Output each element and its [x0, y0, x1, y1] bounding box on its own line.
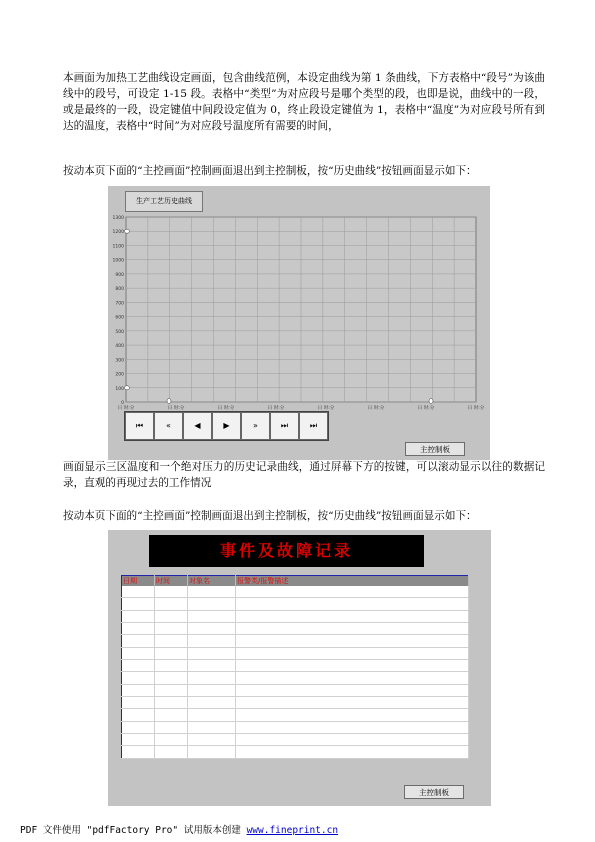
- table-cell: [122, 598, 155, 610]
- table-cell: [188, 684, 236, 696]
- table-cell: [188, 660, 236, 672]
- table-row: [122, 684, 469, 696]
- table-cell: [122, 647, 155, 659]
- table-row: [122, 635, 469, 647]
- y-tick-label: 800: [115, 287, 124, 293]
- event-table-header: [122, 576, 469, 587]
- table-cell: [236, 672, 469, 684]
- table-cell: [188, 697, 236, 709]
- x-tick-label: 日 时:分: [367, 406, 385, 411]
- table-cell: [155, 734, 188, 746]
- paragraph-event-instruction: 按动本页下面的“主控画面”控制画面退出到主控制板，按“历史曲线”按钮画面显示如下：: [63, 510, 477, 522]
- table-cell: [236, 635, 469, 647]
- nav-button-4[interactable]: »: [241, 412, 270, 440]
- table-row: [122, 610, 469, 622]
- y-tick-label: 300: [115, 358, 124, 364]
- table-cell: [122, 684, 155, 696]
- history-nav-bar: [124, 411, 329, 441]
- column-alarm: 报警类/报警描述: [236, 576, 469, 587]
- main-control-button-2[interactable]: 主控制板: [404, 785, 464, 799]
- table-cell: [155, 598, 188, 610]
- footer-text: PDF 文件使用 "pdfFactory Pro" 试用版本创建: [20, 825, 247, 836]
- table-cell: [122, 746, 155, 759]
- y-tick-label: 1000: [112, 258, 124, 264]
- table-cell: [122, 586, 155, 598]
- table-cell: [155, 635, 188, 647]
- y-tick-label: 1300: [112, 216, 124, 221]
- event-panel-title: 事件及故障记录: [149, 535, 424, 567]
- table-cell: [236, 746, 469, 759]
- table-cell: [236, 610, 469, 622]
- y-tick-label: 500: [115, 329, 124, 335]
- history-curve-panel: [108, 186, 490, 460]
- nav-button-6[interactable]: ⏭: [299, 412, 328, 440]
- paragraph-history-description: 画面显示三区温度和一个绝对压力的历史记录曲线，通过屏幕下方的按键，可以滚动显示以往的数据记录，直观的再现过去的工作情况: [63, 461, 545, 489]
- table-row: [122, 697, 469, 709]
- y-tick-label: 1100: [112, 244, 124, 250]
- history-panel-title: 生产工艺历史曲线: [125, 191, 203, 212]
- table-cell: [122, 660, 155, 672]
- nav-button-5[interactable]: ⏭: [270, 412, 299, 440]
- y-tick-label: 200: [115, 372, 124, 378]
- x-tick-label: 日 时:分: [117, 406, 135, 411]
- table-cell: [188, 672, 236, 684]
- table-row: [122, 623, 469, 635]
- table-cell: [122, 697, 155, 709]
- table-cell: [188, 709, 236, 721]
- x-tick-label: 日 时:分: [317, 406, 335, 411]
- table-cell: [188, 721, 236, 733]
- table-cell: [122, 721, 155, 733]
- table-cell: [188, 610, 236, 622]
- table-row: [122, 647, 469, 659]
- table-cell: [155, 647, 188, 659]
- table-cell: [236, 684, 469, 696]
- y-tick-label: 0: [121, 401, 124, 406]
- table-row: [122, 598, 469, 610]
- y-scroll-marker-bottom: [125, 386, 130, 390]
- table-row: [122, 586, 469, 598]
- nav-button-0[interactable]: ⏮: [125, 412, 154, 440]
- table-cell: [188, 734, 236, 746]
- table-cell: [155, 697, 188, 709]
- table-cell: [155, 623, 188, 635]
- pdf-footer: [20, 822, 338, 836]
- table-cell: [236, 586, 469, 598]
- table-cell: [155, 709, 188, 721]
- column-date: 日期: [122, 576, 155, 587]
- nav-button-1[interactable]: «: [154, 412, 183, 440]
- x-tick-label: 日 时:分: [267, 406, 285, 411]
- table-row: [122, 746, 469, 759]
- table-cell: [188, 647, 236, 659]
- y-tick-label: 100: [115, 386, 124, 392]
- x-tick-label: 日 时:分: [417, 406, 435, 411]
- column-time: 时间: [155, 576, 188, 587]
- table-row: [122, 660, 469, 672]
- paragraph-history-instruction: 按动本页下面的“主控画面”控制画面退出到主控制板，按“历史曲线”按钮画面显示如下：: [63, 165, 477, 177]
- table-row: [122, 672, 469, 684]
- paragraph-intro: 本画面为加热工艺曲线设定画面，包含曲线范例，本设定曲线为第 1 条曲线，下方表格中“段号”为该曲线中的段号，可设定 1-15 段。表格中“类型”为对应段号是哪个类型的段，也即是说，曲线中的一段，或是最终的一段，设定键值中间段设定值为 0，终止段设定键值为 1，表格中“温度”为对应段号所有到达的温度，表格中“时间”为对应段号温度所有需要的时间，: [63, 72, 545, 132]
- column-object: 对象名: [188, 576, 236, 587]
- table-cell: [122, 734, 155, 746]
- table-cell: [155, 746, 188, 759]
- table-cell: [122, 623, 155, 635]
- event-record-panel: [108, 530, 491, 806]
- table-cell: [188, 586, 236, 598]
- table-cell: [188, 635, 236, 647]
- table-cell: [236, 721, 469, 733]
- table-cell: [155, 684, 188, 696]
- event-table: [121, 575, 469, 759]
- table-cell: [188, 623, 236, 635]
- table-cell: [236, 697, 469, 709]
- y-scroll-marker-top: [125, 229, 130, 233]
- table-cell: [155, 586, 188, 598]
- y-tick-label: 1200: [112, 230, 124, 236]
- y-tick-label: 400: [115, 344, 124, 350]
- table-cell: [236, 647, 469, 659]
- table-cell: [236, 598, 469, 610]
- table-cell: [236, 734, 469, 746]
- table-cell: [122, 709, 155, 721]
- y-tick-label: 600: [115, 315, 124, 321]
- table-cell: [155, 721, 188, 733]
- x-scroll-marker-right: [429, 399, 433, 404]
- table-cell: [236, 660, 469, 672]
- table-row: [122, 721, 469, 733]
- y-tick-label: 900: [115, 272, 124, 278]
- x-tick-label: 日 时:分: [217, 406, 235, 411]
- table-cell: [155, 672, 188, 684]
- table-cell: [155, 610, 188, 622]
- table-cell: [155, 660, 188, 672]
- table-cell: [236, 709, 469, 721]
- table-cell: [188, 598, 236, 610]
- x-tick-label: 日 时:分: [167, 406, 185, 411]
- table-row: [122, 734, 469, 746]
- x-tick-label: 日 时:分: [467, 406, 485, 411]
- footer-link[interactable]: www.fineprint.cn: [246, 825, 339, 836]
- table-cell: [122, 610, 155, 622]
- table-cell: [188, 746, 236, 759]
- table-row: [122, 709, 469, 721]
- y-tick-label: 700: [115, 301, 124, 307]
- nav-button-3[interactable]: ▶: [212, 412, 241, 440]
- nav-button-2[interactable]: ◀: [183, 412, 212, 440]
- table-cell: [122, 672, 155, 684]
- table-cell: [122, 635, 155, 647]
- table-cell: [236, 623, 469, 635]
- main-control-button[interactable]: 主控制板: [405, 442, 465, 456]
- x-scroll-marker-left: [167, 399, 171, 404]
